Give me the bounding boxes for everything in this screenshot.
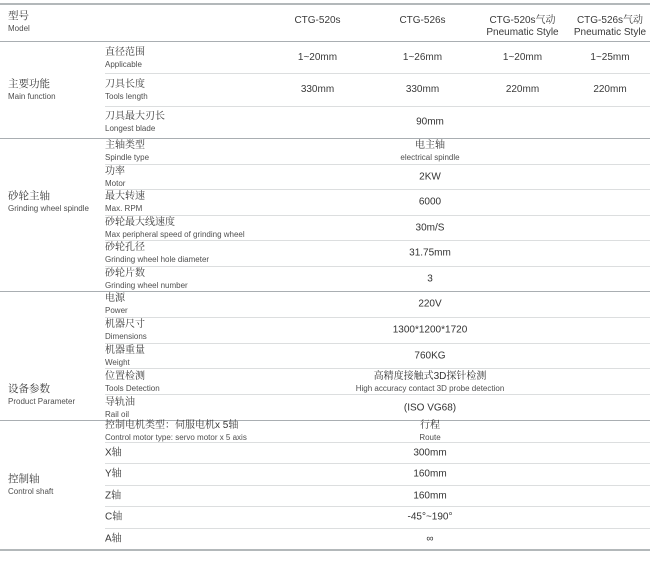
- param-label: [105, 469, 122, 481]
- param-label-zh: 导轨油: [105, 396, 135, 408]
- param-label: [105, 268, 188, 290]
- param-label-en: Max peripheral speed of grinding wheel: [105, 229, 245, 239]
- param-label: [105, 191, 145, 213]
- spec-row: [105, 394, 650, 420]
- section-label: [0, 5, 105, 41]
- param-label: [105, 533, 122, 545]
- merged-value-main: 90mm: [416, 116, 444, 128]
- param-label-en: Applicable: [105, 59, 142, 69]
- value-cell: 220mm: [593, 84, 627, 96]
- spec-row: [105, 442, 650, 464]
- param-label-zh: 砂轮最大线速度: [105, 216, 175, 228]
- param-label-zh: 机器尺寸: [105, 319, 145, 331]
- section-label-zh: 型号: [8, 10, 29, 22]
- section-rows: [105, 139, 650, 291]
- spec-row: [105, 189, 650, 215]
- merged-value: [210, 447, 650, 459]
- merged-value: [210, 350, 650, 362]
- section-label-en: Main function: [8, 92, 56, 102]
- param-label-zh: 控制电机类型：伺服电机x 5轴: [105, 420, 239, 432]
- section-label-en: Model: [8, 24, 30, 33]
- param-label-en: Weight: [105, 357, 130, 367]
- merged-value: [210, 197, 650, 209]
- merged-value: [210, 533, 650, 545]
- spec-row: [105, 215, 650, 241]
- param-label-en: Max. RPM: [105, 204, 143, 214]
- param-label-zh: 最大转速: [105, 191, 145, 203]
- param-label: [105, 111, 165, 133]
- section-label: [0, 42, 105, 138]
- column-header: [475, 5, 570, 41]
- section-label-zh: 设备参数: [8, 383, 50, 396]
- column-header: [265, 5, 370, 41]
- spec-row: [105, 266, 650, 292]
- section-label: [0, 421, 105, 549]
- merged-value-main: 220V: [418, 298, 442, 310]
- param-label-zh: 位置检测: [105, 370, 145, 382]
- column-header-line1: CTG-526s: [399, 15, 446, 26]
- section-label-zh: 砂轮主轴: [8, 190, 50, 203]
- param-label-zh: 电源: [105, 293, 125, 305]
- param-label: [105, 47, 145, 69]
- merged-value-en: electrical spindle: [400, 153, 460, 163]
- param-label-zh: Y轴: [105, 468, 122, 480]
- merged-value-main: 300mm: [413, 447, 447, 458]
- spec-row: [105, 73, 650, 105]
- param-label-en: Control motor type: servo motor x 5 axis: [105, 433, 247, 443]
- model-header-columns: [265, 5, 650, 41]
- spec-row: [105, 368, 650, 394]
- param-label-zh: 主轴类型: [105, 140, 145, 152]
- merged-value-main: 760KG: [414, 350, 446, 362]
- param-label-en: Longest blade: [105, 124, 156, 134]
- param-label-zh: 砂轮孔径: [105, 242, 145, 254]
- column-header: [570, 5, 650, 41]
- spec-row: [105, 164, 650, 190]
- merged-value-main: ∞: [426, 533, 434, 544]
- param-label: [105, 166, 125, 188]
- param-label-zh: 刀具最大刃长: [105, 111, 165, 123]
- param-label-zh: A轴: [105, 533, 122, 544]
- param-label-zh: 直径范围: [105, 46, 145, 58]
- spec-row: [105, 421, 650, 442]
- param-label-en: Tools Detection: [105, 383, 160, 393]
- merged-value: [210, 299, 650, 311]
- param-label: [105, 512, 122, 524]
- param-label-zh: Z轴: [105, 490, 122, 501]
- spec-row: [105, 139, 650, 164]
- column-header-line2: Pneumatic Style: [573, 26, 647, 38]
- spec-table: [0, 3, 650, 551]
- merged-value: [210, 490, 650, 502]
- section-label-zh: 控制轴: [8, 473, 40, 486]
- param-label: [105, 293, 128, 315]
- model-header-row: [105, 5, 650, 41]
- param-label-zh: C轴: [105, 511, 123, 523]
- section-control-shaft: [0, 421, 650, 551]
- param-label-en: Tools length: [105, 91, 148, 101]
- merged-value-main: 1300*1200*1720: [392, 324, 468, 336]
- param-label-zh: X轴: [105, 447, 122, 458]
- param-label: [105, 345, 145, 367]
- spec-row: [105, 292, 650, 317]
- merged-value: [210, 469, 650, 481]
- merged-value-main: 高精度接触式3D探针检测: [373, 370, 487, 382]
- section-product-parameter: [0, 292, 650, 421]
- column-header-line1: CTG-520s气动: [489, 15, 556, 26]
- merged-value: [210, 117, 650, 129]
- value-columns: [265, 42, 650, 73]
- param-label-zh: 机器重量: [105, 344, 145, 356]
- merged-value-main: 160mm: [413, 490, 447, 501]
- value-cell: 220mm: [505, 84, 540, 96]
- value-cell: 1~26mm: [402, 52, 443, 64]
- section-label: [0, 126, 105, 278]
- spec-row: [105, 506, 650, 528]
- section-main-function: [0, 42, 650, 139]
- param-label-en: Grinding wheel number: [105, 280, 188, 290]
- merged-value-main: 160mm: [413, 468, 447, 480]
- merged-value-main: -45°~190°: [407, 511, 453, 523]
- param-label: [105, 447, 122, 459]
- spec-row: [105, 528, 650, 550]
- spec-row: [105, 343, 650, 369]
- merged-value: [210, 324, 650, 336]
- merged-value-en: Route: [419, 433, 441, 443]
- param-label: [105, 371, 160, 393]
- param-label: [105, 140, 149, 162]
- param-label-en: Power: [105, 306, 128, 316]
- value-cell: 330mm: [300, 84, 335, 96]
- param-label-en: Motor: [105, 178, 126, 188]
- merged-value: [210, 171, 650, 183]
- spec-row: [105, 106, 650, 138]
- param-label-en: Grinding wheel hole diameter: [105, 255, 210, 265]
- spec-row: [105, 42, 650, 73]
- param-label-en: Spindle type: [105, 153, 150, 163]
- merged-value: [210, 248, 650, 260]
- merged-value: [210, 273, 650, 285]
- merged-value: [210, 420, 650, 442]
- merged-value-main: 电主轴: [415, 140, 445, 152]
- merged-value: [210, 512, 650, 524]
- section-rows: [105, 42, 650, 138]
- param-label-zh: 砂轮片数: [105, 267, 145, 279]
- merged-value-main: 6000: [418, 196, 442, 208]
- value-cell: 330mm: [405, 84, 440, 96]
- merged-value: [210, 402, 650, 414]
- section-label-en: Control shaft: [8, 487, 54, 497]
- section-label-en: Product Parameter: [8, 397, 76, 407]
- merged-value: [210, 222, 650, 234]
- column-header-line1: CTG-520s: [294, 15, 341, 26]
- column-header-line1: CTG-526s气动: [576, 15, 644, 26]
- merged-value-main: 行程: [420, 420, 440, 432]
- section-grinding-wheel-spindle: [0, 139, 650, 292]
- value-cell: 1~25mm: [590, 52, 630, 64]
- model-rows: [105, 5, 650, 41]
- merged-value-en: High accuracy contact 3D probe detection: [355, 383, 505, 393]
- merged-value-main: 30m/S: [415, 222, 445, 233]
- spec-row: [105, 485, 650, 507]
- merged-value-main: 2KW: [419, 171, 441, 182]
- section-model: [0, 5, 650, 42]
- section-label-en: Grinding wheel spindle: [8, 204, 89, 214]
- section-rows: [105, 292, 650, 420]
- param-label-en: Rail oil: [105, 409, 130, 419]
- value-columns: [265, 74, 650, 105]
- param-label: [105, 319, 147, 341]
- spec-row: [105, 240, 650, 266]
- param-label-en: Dimensions: [105, 332, 147, 342]
- spec-row: [105, 317, 650, 343]
- param-label: [105, 79, 148, 101]
- section-label-zh: 主要功能: [8, 78, 50, 91]
- merged-value-main: (ISO VG68): [403, 401, 457, 413]
- merged-value: [210, 371, 650, 393]
- column-header: [370, 5, 475, 41]
- merged-value-main: 3: [427, 273, 433, 284]
- param-label: [105, 490, 121, 502]
- param-label-zh: 刀具长度: [105, 78, 145, 90]
- param-label: [105, 242, 209, 264]
- column-header-line2: Pneumatic Style: [486, 26, 559, 38]
- section-rows: [105, 421, 650, 549]
- param-label-zh: 功率: [105, 165, 125, 177]
- spec-row: [105, 463, 650, 485]
- merged-value: [210, 140, 650, 162]
- value-cell: 1~20mm: [502, 52, 543, 64]
- value-cell: 1~20mm: [297, 52, 338, 64]
- merged-value-main: 31.75mm: [409, 247, 451, 259]
- param-label: [105, 397, 135, 419]
